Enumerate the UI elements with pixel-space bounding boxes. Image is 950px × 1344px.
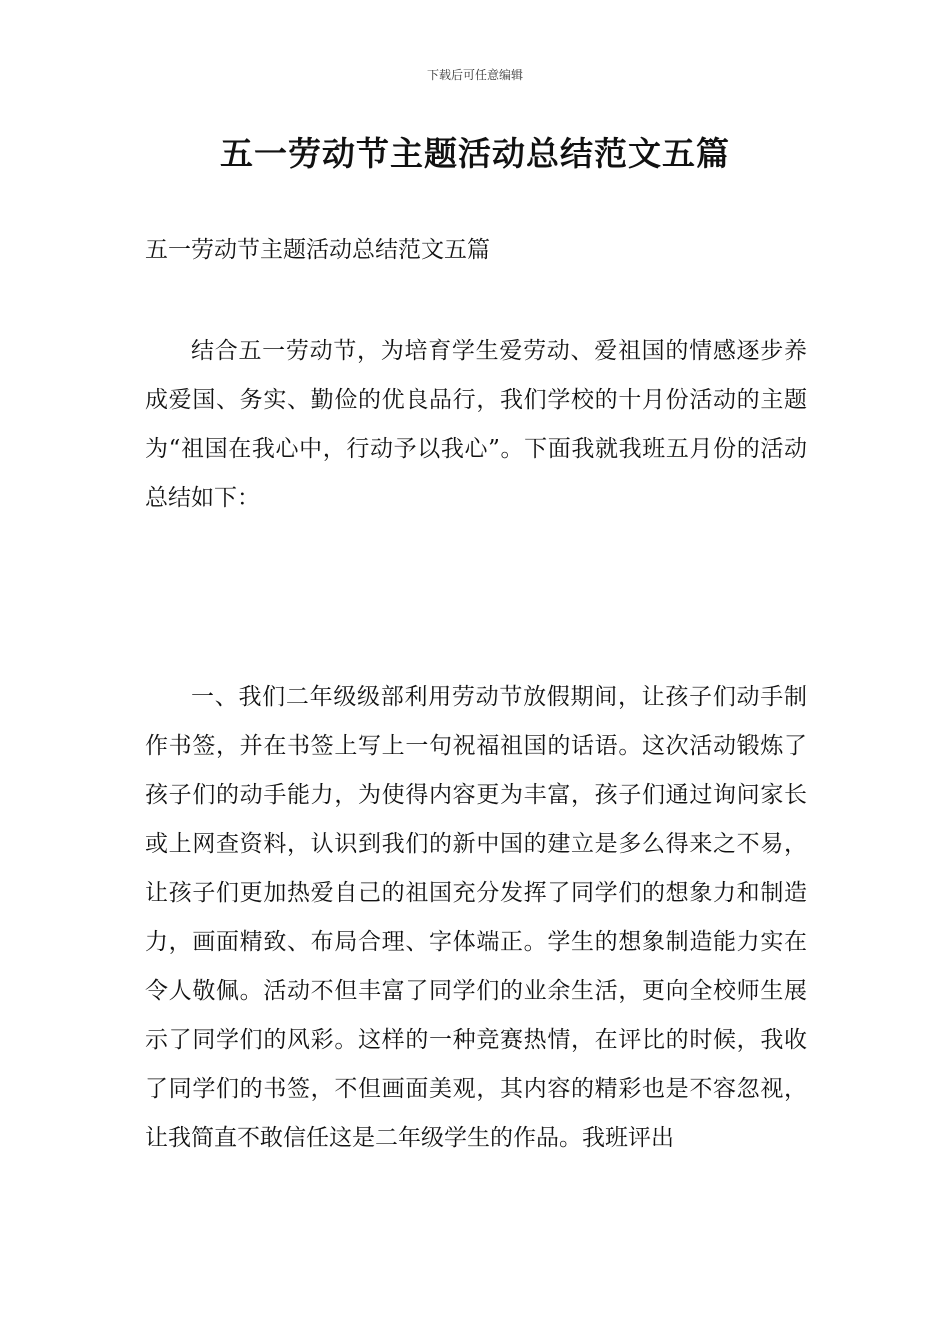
paragraph-section-one: 一、我们二年级级部利用劳动节放假期间，让孩子们动手制作书签，并在书签上写上一句祝福祖国的话语。这次活动锻炼了孩子们的动手能力，为使得内容更为丰富，孩子们通过询问家长或上网查资料，认识到我们的新中国的建立是多么得来之不易，让孩子们更加热爱自己的祖国充分发挥了同学们的想象力和制造力，画面精致、布局合理、字体端正。学生的想象制造能力实在令人敬佩。活动不但丰富了同学们的业余生活，更向全校师生展示了同学们的风彩。这样的一种竞赛热情，在评比的时候，我收了同学们的书签，不但画面美观，其内容的精彩也是不容忽视，让我简直不敢信任这是二年级学生的作品。我班评出 [145,684,807,1151]
header-note: 下载后可任意编辑 [426,68,523,82]
paragraph-intro: 结合五一劳动节，为培育学生爱劳动、爱祖国的情感逐步养成爱国、务实、勤俭的优良品行，我们学校的十月份活动的主题为“祖国在我心中，行动予以我心”。下面我就我班五月份的活动总结如下： [145,338,807,511]
document-subtitle: 五一劳动节主题活动总结范文五篇 [145,237,490,263]
document-title: 五一劳动节主题活动总结范文五篇 [220,134,730,173]
